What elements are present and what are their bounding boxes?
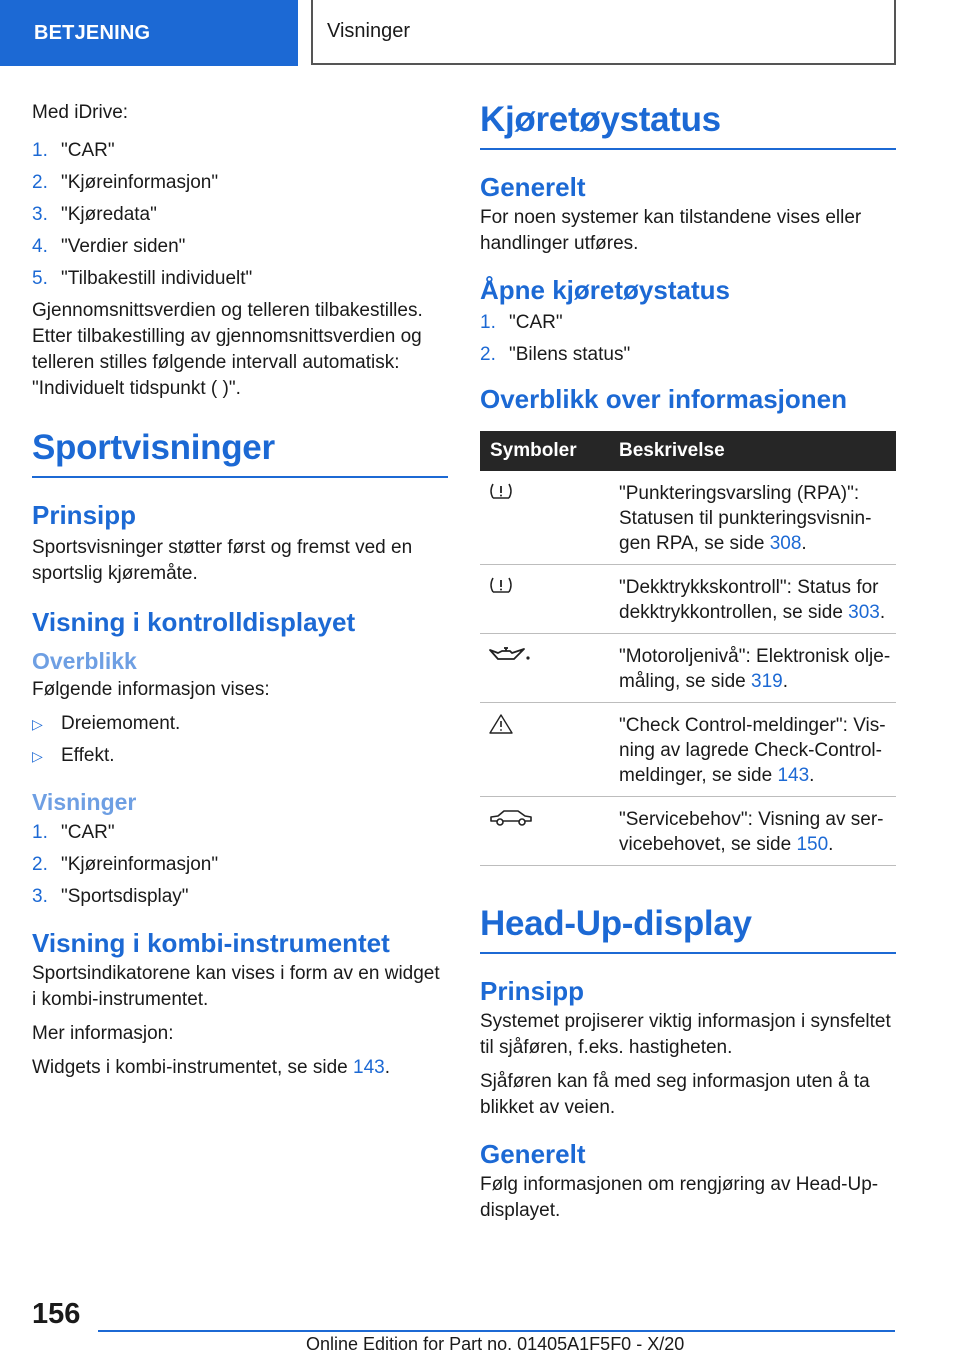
heading-apne-kjoretoystatus: Åpne kjøretøystatus [480, 275, 730, 305]
heading-visninger: Visninger [32, 789, 137, 815]
list-item [32, 884, 448, 910]
chapter-title-head-up-display: Head-Up-display [480, 904, 896, 954]
apne-steps [480, 310, 896, 368]
page-header-title: Visninger [327, 20, 411, 42]
bullet-triangle-icon: ▷ [32, 748, 43, 764]
page-link-308[interactable]: 308 [769, 533, 802, 554]
step-number: 5. [32, 268, 48, 289]
status-symbol-table [480, 431, 896, 866]
table-row: "Check Control-meldinger": Vis-ning av lagrede Check-Control-meldinger, se side 143. [480, 703, 896, 797]
row-description: "Servicebehov": Visning av ser-vicebehovet, se side [619, 809, 884, 855]
column-header-symboler: Symboler [480, 431, 619, 471]
step-number: 2. [32, 172, 48, 193]
step-number: 1. [32, 822, 48, 843]
table-header-row [480, 431, 896, 471]
heading-hud-prinsipp: Prinsipp [480, 976, 585, 1006]
warning-triangle-icon [488, 713, 514, 735]
bullet-triangle-icon: ▷ [32, 716, 43, 732]
step-number: 1. [32, 140, 48, 161]
list-item [32, 138, 448, 164]
hud-prinsipp-paragraph-1: Systemet projiserer viktig informasjon i synsfeltet til sjåføren, f.eks. hastigheten. [480, 1011, 891, 1058]
page-link-143[interactable]: 143 [777, 765, 810, 786]
list-item [32, 820, 448, 846]
footer-divider [98, 1330, 895, 1332]
tire-pressure-warning-icon [488, 481, 514, 501]
step-number: 2. [480, 344, 496, 365]
step-text: "Kjøreinformasjon" [61, 172, 219, 193]
info-bullets [32, 711, 448, 769]
reset-paragraph: Gjennomsnittsverdien og telleren tilbakestilles. Etter tilbakestilling av gjennomsnittsverdien og telleren stilles følgende intervall automatisk: "Individuelt tidspunkt ( )". [32, 300, 423, 399]
step-text: "Kjøreinformasjon" [61, 854, 219, 875]
list-item [32, 266, 448, 292]
page-link-319[interactable]: 319 [751, 671, 783, 692]
list-item [32, 202, 448, 228]
reset-steps [32, 138, 448, 292]
step-number: 1. [480, 312, 496, 333]
generelt-paragraph: For noen systemer kan tilstandene vises eller handlinger utføres. [480, 207, 862, 254]
step-number: 4. [32, 236, 48, 257]
kombi-paragraph: Sportsindikatorene kan vises i form av en widget i kombi-instrumentet. [32, 963, 440, 1010]
step-text: "Sportsdisplay" [61, 886, 189, 907]
step-text: "Kjøredata" [61, 204, 157, 225]
list-item [32, 743, 448, 769]
page-link-143[interactable]: 143 [353, 1057, 385, 1078]
page-link-150[interactable]: 150 [796, 834, 829, 855]
heading-kombi: Visning i kombi-instrumentet [32, 928, 390, 958]
table-row: "Dekktrykkskontroll": Status for dekktrykkontrollen, se side 303. [480, 565, 896, 634]
prinsipp-paragraph: Sportsvisninger støtter først og fremst ved en sportslig kjøremåte. [32, 537, 413, 584]
row-description: "Check Control-meldinger": Vis-ning av lagrede Check-Control-meldinger, se side [619, 715, 886, 786]
chapter-title-kjoretoystatus: Kjøretøystatus [480, 100, 896, 150]
page-header [311, 0, 896, 65]
row-description: "Motoroljenivå": Elektronisk olje-måling, se side [619, 646, 891, 692]
right-column [480, 100, 896, 1232]
heading-overblikk-informasjon: Overblikk over informasjonen [480, 384, 848, 414]
list-item [32, 711, 448, 737]
table-row: "Punkteringsvarsling (RPA)": Statusen til punkteringsvisnin-gen RPA, se side 308. [480, 471, 896, 565]
widgets-text: Widgets i kombi-instrumentet, se side [32, 1057, 348, 1078]
step-text: "CAR" [61, 822, 115, 843]
step-number: 3. [32, 886, 48, 907]
hud-generelt-paragraph: Følg informasjonen om rengjøring av Head-Up-displayet. [480, 1174, 879, 1221]
list-item [480, 342, 896, 368]
list-item [32, 170, 448, 196]
bullet-text: Effekt. [61, 745, 115, 766]
oil-can-icon [488, 644, 534, 664]
heading-generelt: Generelt [480, 172, 586, 202]
bullet-text: Dreiemoment. [61, 713, 181, 734]
left-column [32, 100, 448, 1089]
list-item [32, 852, 448, 878]
heading-hud-generelt: Generelt [480, 1139, 586, 1169]
visninger-steps [32, 820, 448, 910]
heading-kontrolldisplay: Visning i kontrolldisplayet [32, 607, 356, 637]
step-text: "Verdier siden" [61, 236, 186, 257]
row-description: "Punkteringsvarsling (RPA)": Statusen til punkteringsvisnin-gen RPA, se side [619, 483, 872, 554]
heading-prinsipp: Prinsipp [32, 500, 137, 530]
section-tab [0, 0, 298, 66]
list-item [480, 310, 896, 336]
more-info-label: Mer informasjon: [32, 1023, 174, 1044]
heading-overblikk: Overblikk [32, 648, 137, 674]
column-header-beskrivelse: Beskrivelse [619, 431, 896, 471]
footer-edition: Online Edition for Part no. 01405A1F5F0 - X/20 [306, 1334, 685, 1354]
hud-prinsipp-paragraph-2: Sjåføren kan få med seg informasjon uten å ta blikket av veien. [480, 1071, 870, 1118]
widgets-reference: Widgets i kombi-instrumentet, se side 143. [32, 1057, 390, 1078]
step-number: 3. [32, 204, 48, 225]
step-text: "CAR" [61, 140, 115, 161]
intro-text: Med iDrive: [32, 102, 129, 123]
car-service-icon [488, 807, 534, 829]
tire-pressure-warning-icon [488, 575, 514, 595]
step-text: "Tilbakestill individuelt" [61, 268, 253, 289]
step-text: "CAR" [509, 312, 563, 333]
table-row: "Servicebehov": Visning av ser-vicebehovet, se side 150. [480, 797, 896, 866]
page-number: 156 [32, 1298, 81, 1330]
table-row: "Motoroljenivå": Elektronisk olje-måling, se side 319. [480, 634, 896, 703]
section-label: BETJENING [34, 21, 151, 44]
overblikk-paragraph: Følgende informasjon vises: [32, 679, 270, 700]
chapter-title-sportvisninger: Sportvisninger [32, 428, 448, 478]
step-text: "Bilens status" [509, 344, 631, 365]
list-item [32, 234, 448, 260]
step-number: 2. [32, 854, 48, 875]
row-description: "Dekktrykkskontroll": Status for dekktrykkontrollen, se side [619, 577, 879, 623]
page-link-303[interactable]: 303 [848, 602, 880, 623]
